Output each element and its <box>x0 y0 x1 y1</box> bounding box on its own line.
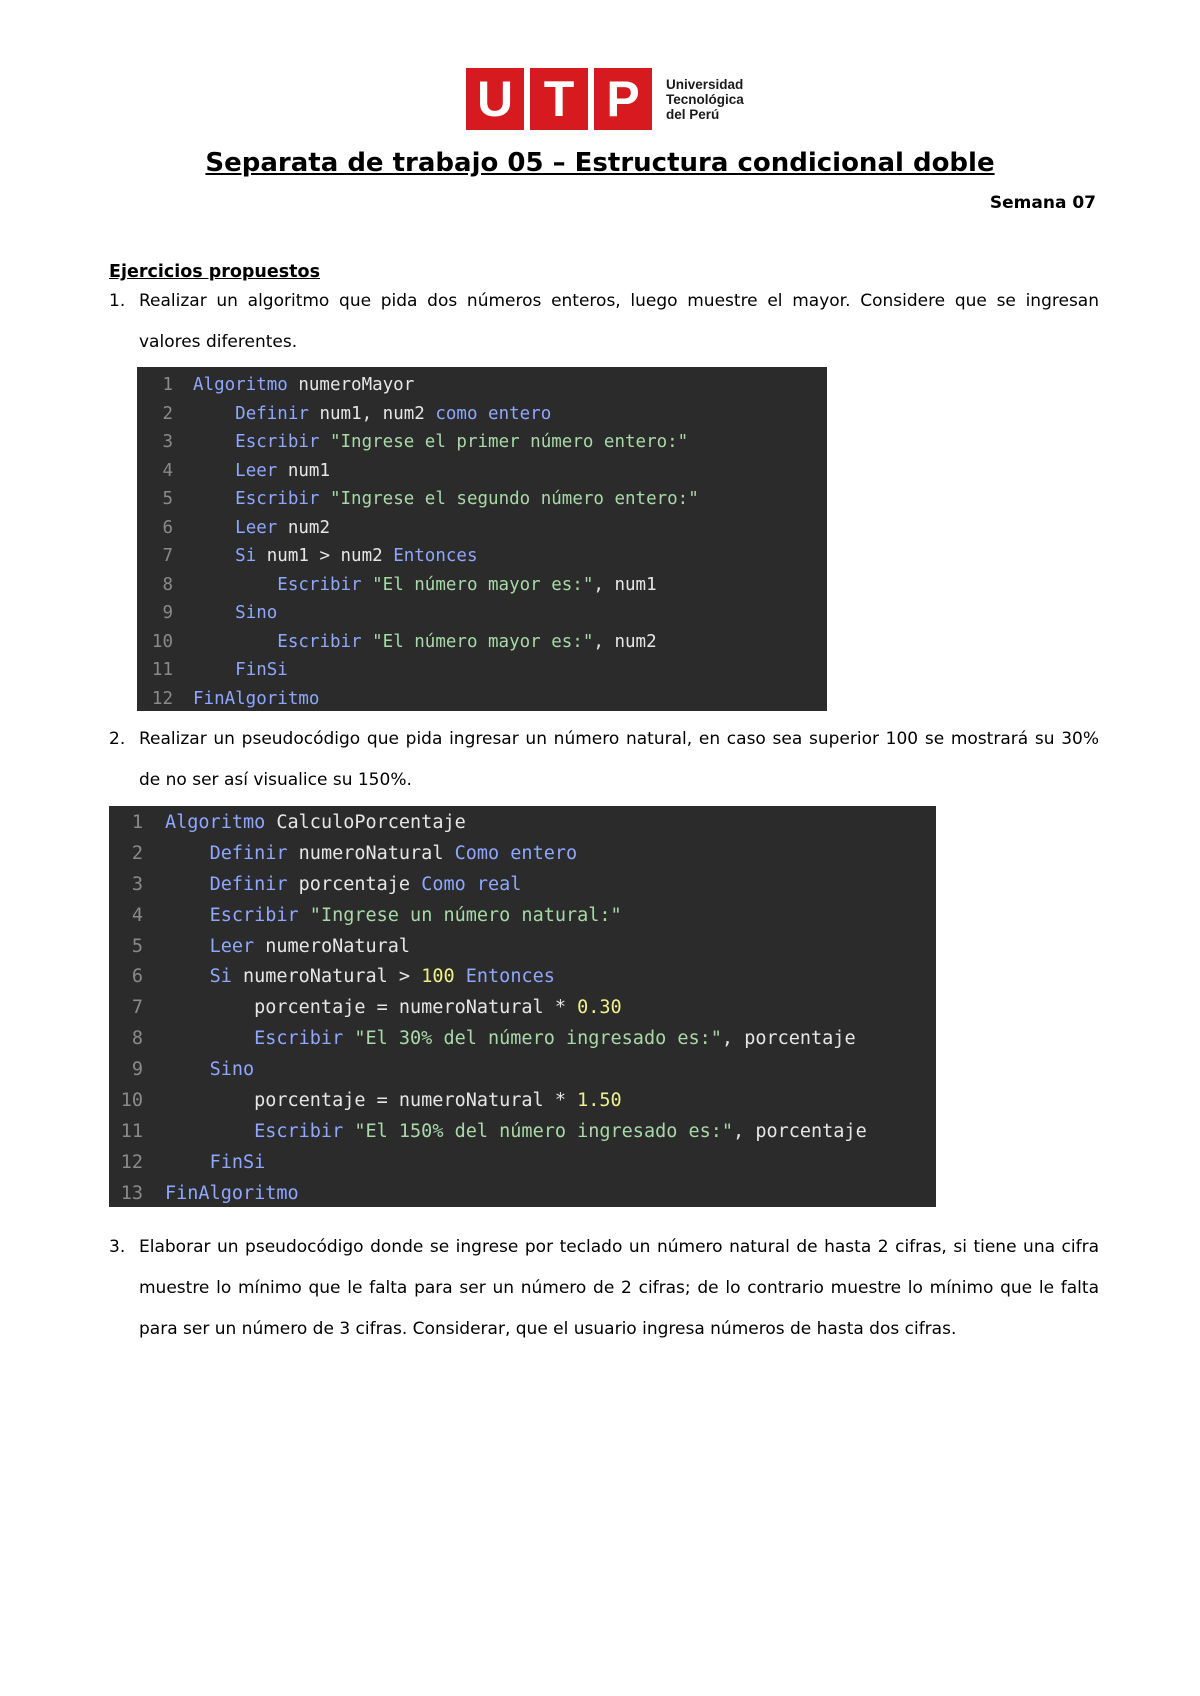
line-number: 7 <box>131 997 143 1019</box>
code-token <box>193 404 235 424</box>
code-line <box>109 901 936 932</box>
code-text <box>193 428 688 457</box>
code-text <box>165 1024 856 1055</box>
code-token: num1 <box>277 460 330 481</box>
code-line <box>109 1117 936 1148</box>
code-block-calculo-porcentaje <box>109 806 936 1207</box>
code-token: Definir <box>235 403 309 424</box>
code-text <box>165 962 555 993</box>
code-line <box>109 932 936 963</box>
code-token: numeroNatural <box>254 935 411 957</box>
code-text <box>165 1148 265 1179</box>
code-token <box>165 874 210 895</box>
code-token: Como entero <box>454 842 578 864</box>
code-line <box>137 628 827 657</box>
logo-letter-t: T <box>530 68 588 130</box>
code-token <box>165 936 210 957</box>
code-token: FinAlgoritmo <box>165 1182 299 1204</box>
line-number: 1 <box>131 812 143 833</box>
line-number: 3 <box>131 873 143 895</box>
line-number: 9 <box>131 1059 143 1081</box>
code-text <box>165 1086 622 1117</box>
code-token: como entero <box>435 403 552 424</box>
code-text <box>193 628 657 657</box>
code-token: Entonces <box>454 966 555 988</box>
code-text <box>193 485 699 514</box>
code-line <box>137 400 827 429</box>
exercise-number: 1. <box>109 291 126 311</box>
code-token: , num2 <box>593 631 657 652</box>
section-heading: Ejercicios propuestos <box>109 262 320 282</box>
code-token: FinSi <box>235 660 288 680</box>
code-line <box>109 1024 936 1055</box>
code-text <box>193 571 657 600</box>
code-token: , num1 <box>593 574 657 595</box>
line-number: 2 <box>131 842 143 864</box>
code-token: Escribir <box>277 631 362 652</box>
line-number: 5 <box>162 489 173 509</box>
code-line <box>137 542 827 571</box>
code-text <box>165 1055 254 1086</box>
code-line <box>109 993 936 1024</box>
exercise-text: Realizar un algoritmo que pida dos números enteros, luego muestre el mayor. Considere que se ingresan valores diferentes. <box>139 291 1099 352</box>
code-token: "El 30% del número ingresado es:" <box>343 1028 722 1050</box>
code-token: Leer <box>235 517 278 538</box>
code-text <box>193 514 330 543</box>
week-label: Semana 07 <box>989 193 1096 213</box>
code-token: num1, num2 <box>308 403 436 424</box>
logo-line-3: del Perú <box>666 106 720 122</box>
code-token <box>193 546 235 566</box>
code-line <box>109 962 936 993</box>
line-number: 3 <box>162 432 173 452</box>
code-token: Leer <box>209 935 255 957</box>
exercise-text: Elaborar un pseudocódigo donde se ingrese por teclado un número natural de hasta 2 cifras, si tiene una cifra muestre lo mínimo que le falta para ser un número de 2 cifras; de lo contrario muestre lo mínimo que le falta para ser un número de 3 cifras. Considerar, que el usuario ingresa números de hasta dos cifras. <box>139 1237 1099 1339</box>
logo-line-1: Universidad <box>666 76 744 92</box>
code-text <box>193 599 277 628</box>
code-token: Si <box>209 966 232 988</box>
line-number: 12 <box>120 1151 143 1173</box>
code-token <box>193 461 235 481</box>
code-token <box>165 1059 210 1080</box>
code-text <box>193 685 319 712</box>
code-token: Si <box>235 546 257 566</box>
code-line <box>137 514 827 543</box>
code-token: FinAlgoritmo <box>193 688 320 709</box>
line-number: 4 <box>162 460 173 481</box>
logo-letters <box>466 68 658 130</box>
code-token: Como real <box>421 873 522 895</box>
code-line <box>137 656 827 685</box>
line-number: 2 <box>162 403 173 424</box>
line-number: 9 <box>162 603 173 623</box>
code-token: "El número mayor es:" <box>361 574 594 595</box>
code-token: Escribir <box>254 1028 344 1050</box>
code-token: 0.30 <box>577 997 622 1019</box>
code-token <box>165 966 210 987</box>
code-line <box>109 1179 936 1207</box>
code-token: Escribir <box>235 489 320 509</box>
code-token <box>193 575 277 595</box>
code-text <box>193 400 551 429</box>
code-line <box>137 371 827 400</box>
code-text <box>165 1179 299 1207</box>
line-number: 7 <box>162 546 173 566</box>
code-text <box>193 542 478 571</box>
code-token: porcentaje = numeroNatural * <box>165 1090 578 1112</box>
document-title: Separata de trabajo 05 – Estructura condicional doble <box>205 148 995 178</box>
code-token: Escribir <box>209 904 299 926</box>
code-text <box>165 870 521 901</box>
code-token: Escribir <box>235 432 320 452</box>
exercise-3 <box>109 1227 1099 1350</box>
code-token: "Ingrese un número natural:" <box>298 904 622 926</box>
line-number: 8 <box>131 1028 143 1050</box>
code-token: Entonces <box>393 546 478 566</box>
code-token: numeroMayor <box>287 375 415 395</box>
line-number: 5 <box>131 935 143 957</box>
code-token: numeroNatural <box>287 842 455 864</box>
code-token: Escribir <box>254 1120 344 1142</box>
exercise-text: Realizar un pseudocódigo que pida ingresar un número natural, en caso sea superior 100 se mostrará su 30% de no ser así visualice su 150%. <box>139 729 1099 790</box>
line-number: 11 <box>120 1120 143 1142</box>
exercise-1 <box>109 281 1099 363</box>
code-token: Definir <box>209 842 288 864</box>
code-line <box>137 571 827 600</box>
code-line <box>137 599 827 628</box>
logo-line-2: Tecnológica <box>666 91 744 107</box>
logo-letter-u: U <box>466 68 524 130</box>
line-number: 6 <box>131 966 143 988</box>
code-token <box>193 660 235 680</box>
code-token <box>193 518 235 538</box>
code-token <box>165 1028 254 1049</box>
code-token: numeroNatural > <box>231 966 422 988</box>
code-line <box>109 1055 936 1086</box>
line-number: 11 <box>151 660 173 680</box>
code-line <box>109 870 936 901</box>
code-token <box>193 603 235 623</box>
code-block-numero-mayor <box>137 367 827 711</box>
code-line <box>137 457 827 486</box>
code-text <box>165 1117 867 1148</box>
line-number: 10 <box>151 631 173 652</box>
code-token <box>193 632 277 652</box>
code-token <box>165 905 210 926</box>
code-token: Escribir <box>277 574 362 595</box>
code-text <box>165 808 466 839</box>
code-text <box>193 371 414 400</box>
code-token: 1.50 <box>577 1090 622 1112</box>
code-text <box>193 457 330 486</box>
code-line <box>109 839 936 870</box>
exercise-2 <box>109 719 1099 801</box>
code-line <box>137 685 827 712</box>
code-token: "El 150% del número ingresado es:" <box>343 1120 734 1142</box>
code-token: "Ingrese el primer número entero:" <box>319 432 689 452</box>
code-token: Leer <box>235 460 278 481</box>
logo-wordmark <box>666 77 744 122</box>
code-token <box>193 432 235 452</box>
code-token: CalculoPorcentaje <box>265 812 466 833</box>
line-number: 13 <box>120 1182 143 1204</box>
code-token: , porcentaje <box>733 1120 867 1142</box>
code-token: Algoritmo <box>165 812 266 833</box>
code-token: num2 <box>277 517 330 538</box>
code-token: Sino <box>209 1059 255 1081</box>
code-token: "El número mayor es:" <box>361 631 594 652</box>
exercise-number: 3. <box>109 1237 126 1257</box>
code-line <box>109 1148 936 1179</box>
line-number: 1 <box>162 375 173 395</box>
code-token: porcentaje = numeroNatural * <box>165 997 578 1019</box>
line-number: 4 <box>131 904 143 926</box>
code-token: Algoritmo <box>193 375 288 395</box>
code-token: Definir <box>209 873 288 895</box>
code-text <box>193 656 288 685</box>
code-text <box>165 839 577 870</box>
exercise-number: 2. <box>109 729 126 749</box>
code-token: num1 > num2 <box>256 546 394 566</box>
line-number: 6 <box>162 517 173 538</box>
code-token <box>193 489 235 509</box>
code-line <box>137 428 827 457</box>
code-token: Sino <box>235 603 278 623</box>
code-token <box>165 843 210 864</box>
code-line <box>109 808 936 839</box>
code-text <box>165 901 622 932</box>
code-text <box>165 932 410 963</box>
line-number: 8 <box>162 574 173 595</box>
line-number: 10 <box>120 1090 143 1112</box>
line-number: 12 <box>151 688 173 709</box>
code-token: porcentaje <box>287 873 422 895</box>
code-token <box>165 1152 210 1173</box>
code-token: "Ingrese el segundo número entero:" <box>319 489 699 509</box>
utp-logo <box>466 68 744 130</box>
code-token: 100 <box>421 966 455 988</box>
code-token: FinSi <box>209 1151 266 1173</box>
code-line <box>109 1086 936 1117</box>
code-text <box>165 993 622 1024</box>
logo-letter-p: P <box>594 68 652 130</box>
code-line <box>137 485 827 514</box>
code-token: , porcentaje <box>721 1028 856 1050</box>
code-token <box>165 1121 254 1142</box>
